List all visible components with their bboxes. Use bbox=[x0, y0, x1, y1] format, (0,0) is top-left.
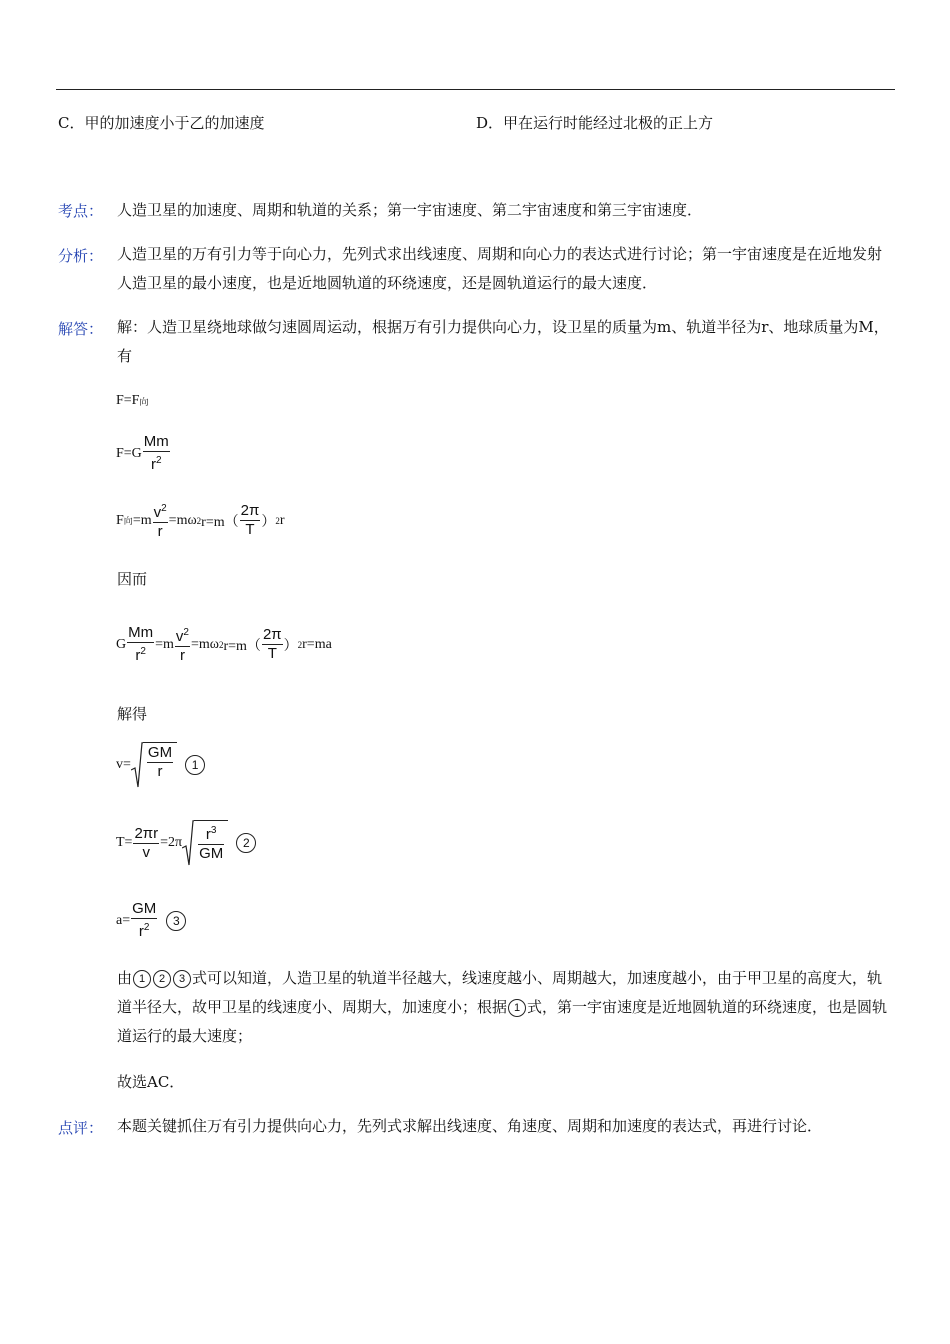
eq6-sqrt bbox=[182, 820, 228, 866]
equation-2 bbox=[116, 433, 171, 474]
answer: 故选AC． bbox=[117, 1073, 185, 1091]
conclusion-text bbox=[117, 964, 892, 1051]
eq4-num-v-exp: 2 bbox=[183, 627, 189, 638]
eq3-eq-m: =m bbox=[132, 512, 152, 528]
eq1-sub: 向 bbox=[139, 396, 149, 407]
eq3-num-exp: 2 bbox=[161, 503, 167, 514]
eq4-num: Mm bbox=[128, 624, 154, 641]
conclusion-mark-1: 1 bbox=[133, 970, 151, 988]
eq6-num: 2πr bbox=[134, 824, 159, 842]
eq3-close: ） bbox=[261, 514, 276, 530]
eq4-tail: r=ma bbox=[302, 636, 332, 652]
eq4-eq-m: =m bbox=[155, 636, 174, 652]
eq4-close: ） bbox=[283, 638, 298, 654]
equation-7 bbox=[116, 900, 186, 941]
eq5-sqrt bbox=[131, 742, 177, 788]
dianping-text: 本题关键抓住万有引力提供向心力，先列式求解出线速度、角速度、周期和加速度的表达式，再进行讨论． bbox=[117, 1117, 823, 1135]
conclusion-part2: 式，第一宇宙速度是近地圆轨道的环绕速度，也是圆轨道运行的最大速度； bbox=[117, 998, 888, 1045]
eq2-num: Mm bbox=[143, 433, 169, 450]
eq4-fraction-2 bbox=[175, 624, 190, 665]
jieda-intro: 解：人造卫星绕地球做匀速圆周运动，根据万有引力提供向心力，设卫星的质量为m、轨道半径为r、地球质量为M，有 bbox=[117, 318, 889, 365]
label-dianping: 点评： bbox=[58, 1119, 104, 1137]
eq3-den: r bbox=[157, 523, 163, 540]
conclusion-pre: 由 bbox=[117, 969, 133, 987]
eq7-den-exp: 2 bbox=[143, 922, 150, 933]
eq7-num: GM bbox=[132, 900, 157, 917]
option-c: C．甲的加速度小于乙的加速度 bbox=[58, 114, 265, 132]
eq3-num: v bbox=[153, 504, 162, 521]
eq2-fraction bbox=[143, 433, 170, 474]
eq2-den: r bbox=[151, 456, 157, 473]
eq4-exp: 2 bbox=[297, 639, 303, 650]
label-kaodian: 考点： bbox=[58, 202, 104, 220]
eq3-w-exp: 2 bbox=[196, 515, 202, 526]
eq6-num2-exp: 3 bbox=[210, 825, 217, 836]
eq4-den-exp: 2 bbox=[140, 646, 146, 657]
eq3-mid2: r=m（ bbox=[201, 514, 239, 530]
eq4-g: G bbox=[116, 636, 127, 652]
eq4-fraction-1 bbox=[127, 624, 154, 665]
eq7-lhs: a= bbox=[116, 912, 131, 928]
label-jieda: 解答： bbox=[58, 320, 104, 338]
equation-4 bbox=[116, 624, 332, 665]
eq4-w-exp: 2 bbox=[218, 639, 224, 650]
eq3-exp: 2 bbox=[275, 515, 280, 526]
conclusion-mark-3: 3 bbox=[173, 970, 191, 988]
eq3-den2: T bbox=[245, 521, 255, 538]
fenxi-text: 人造卫星的万有引力等于向心力，先列式求出线速度、周期和向心力的表达式进行讨论；第一宇宙速度是在近地发射人造卫星的最小速度，也是近地圆轨道的环绕速度，还是圆轨道运行的最大速度． bbox=[117, 245, 883, 292]
equation-5 bbox=[116, 742, 205, 788]
eq6-mark: 2 bbox=[236, 833, 256, 853]
eq4-num2: 2π bbox=[262, 626, 282, 643]
eq3-num2: 2π bbox=[240, 502, 260, 519]
eq6-mid: =2π bbox=[160, 835, 183, 850]
eq3-fraction-2 bbox=[240, 502, 261, 539]
equation-6 bbox=[116, 820, 256, 866]
eq6-den: v bbox=[142, 843, 151, 861]
eq7-mark: 3 bbox=[166, 911, 186, 931]
eq7-den: r bbox=[138, 923, 144, 940]
conclusion-mark-4: 1 bbox=[508, 999, 526, 1017]
conclusion-mark-2: 2 bbox=[153, 970, 171, 988]
eq4-fraction-3 bbox=[262, 626, 283, 663]
eq5-den: r bbox=[157, 763, 163, 780]
eq3-mid: =mω bbox=[168, 512, 197, 528]
eq1-lhs: F=F bbox=[116, 393, 140, 408]
eq4-num-v: v bbox=[175, 628, 184, 645]
eq2-lhs: F=G bbox=[116, 445, 142, 461]
eq4-den2: T bbox=[267, 645, 277, 662]
label-fenxi: 分析： bbox=[58, 247, 104, 265]
top-rule bbox=[56, 89, 895, 90]
eq4-den-v: r bbox=[179, 647, 185, 664]
equation-1 bbox=[116, 393, 148, 409]
equation-3 bbox=[116, 500, 285, 541]
eq5-lhs: v= bbox=[116, 757, 131, 772]
eq4-mid2: r=m（ bbox=[223, 638, 261, 654]
eq3-tail: r bbox=[279, 512, 285, 528]
conclusion-part1: 式可以知道，人造卫星的轨道半径越大，线速度越小、周期越大，加速度越小，由于甲卫星的高度大，轨道半径大，故甲卫星的线速度小、周期大，加速度小；根据 bbox=[117, 969, 883, 1016]
eq5-num: GM bbox=[147, 744, 173, 761]
eq6-lhs: T= bbox=[116, 835, 133, 850]
option-d: D．甲在运行时能经过北极的正上方 bbox=[476, 114, 714, 132]
eq2-den-exp: 2 bbox=[156, 455, 162, 466]
eq6-den2: GM bbox=[199, 845, 224, 862]
eq4-den: r bbox=[135, 647, 141, 664]
jiede: 解得 bbox=[117, 705, 148, 723]
eq7-fraction bbox=[131, 900, 157, 941]
eq3-f: F bbox=[116, 512, 124, 528]
eq3-sub: 向 bbox=[123, 516, 133, 526]
eq4-mid: =mω bbox=[190, 636, 219, 652]
eq5-mark: 1 bbox=[185, 755, 205, 775]
kaodian-text: 人造卫星的加速度、周期和轨道的关系；第一宇宙速度、第二宇宙速度和第三宇宙速度． bbox=[117, 201, 703, 219]
eq6-num2: r bbox=[205, 826, 211, 843]
eq3-fraction-1 bbox=[153, 500, 168, 541]
eq6-fraction-1 bbox=[133, 825, 159, 862]
yinger: 因而 bbox=[117, 570, 148, 588]
